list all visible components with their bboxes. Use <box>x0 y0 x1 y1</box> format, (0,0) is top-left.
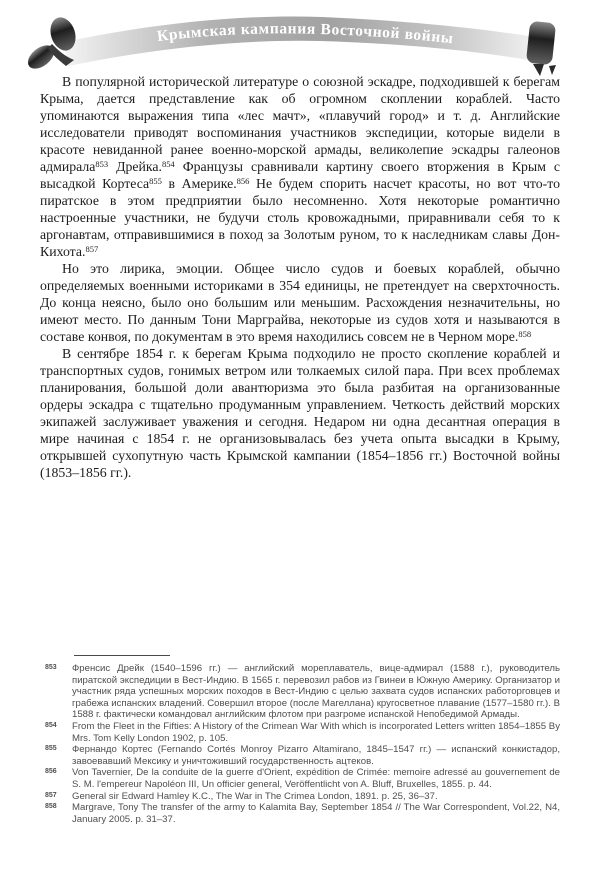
footnote-number: 857 <box>45 791 57 799</box>
footnote-number: 856 <box>45 768 57 776</box>
paragraph: Но это лирика, эмоции. Общее число судов и боевых кораблей, обычно определяемых военными историками в 354 единицы, не претендует на сверхточность. До конца неясно, было оно большим или меньшим. Расхождения незначительны, но имеют место. По данным Тони Марграйва, некоторые из судов хотя и называются в составе конвоя, по документам в это время находились совсем не в Черном море.$^{858}$ <box>40 261 560 344</box>
footnote-ref: 857 <box>85 244 99 254</box>
body-text <box>40 73 560 481</box>
footnote-number: 853 <box>45 664 57 671</box>
footnote <box>40 802 560 825</box>
footnote-number: 854 <box>45 721 57 729</box>
footnote-text: Margrave, Tony The transfer of the army to Kalamita Bay, September 1854 // The War Correspondent, Vol.22, N4, January 2005. p. 31–37. <box>72 802 560 825</box>
footnote <box>40 744 560 767</box>
footnote-ref: 853 <box>95 159 109 169</box>
footnote-text: Фернандо Кортес (Fernando Cortés Monroy Pizarro Altamirano, 1845–1547 гг.) — испанский конкистадор, завоевавший Мексику и уничтоживший государственность ацтеков. <box>72 744 560 767</box>
footnote-list <box>40 663 560 825</box>
paragraph: В популярной исторической литературе о союзной эскадре, подходившей к берегам Крыма, дается представление как об огромном скоплении кораблей. Часто упоминаются выражения типа «лес мачт», «плавучий город» и т. д. Английские исследователи приводят воспоминания участников экспедиции, которые видели в красоте невиданной ранее военно-морской армады, великолепие эскадры галеонов адмирала$^{853}$ Дрейка.$^{854}$ Французы сравнивали картину своего вторжения в Крым с высадкой Кортеса$^{855}$ в Америке.$^{856}$ Не будем спорить насчет красоты, но вот что-то пиратское в этом предприятии было несомненно. Хотя некоторые романтично настроенные участники, не будучи столь кровожадными, приравнивали себя то к аргонавтам, отправившимися в поход за Золотым руном, то к наследникам славы Дон-Кихота.$^{857}$ <box>40 74 560 259</box>
footnote-number: 855 <box>45 745 57 753</box>
footnote-ref: 855 <box>149 176 162 186</box>
footnote-text: Von Tavernier, De la conduite de la guerre d'Orient, expédition de Crimée: memoire adressé au gouvernement de S. M. l'empereur Napoléon III, Un officier general, Veröffentlicht von A. Bluff, Bruxelles, 1855. p. 44. <box>72 767 560 790</box>
footnote-text: Френсис Дрейк (1540–1596 гг.) — английский мореплаватель, вице-адмирал (1588 г.), руководитель пиратской экспедиции в Вест-Индию. В 1565 г. перевозил рабов из Гвинеи в Южную Америку. Организатор и участник ряда успешных морских походов в Вест-Индию с целью захвата судов испанских работорговцев и грабежа испанских владений. Совершил второе (после Магеллана) кругосветное плавание (1577–1580 гг.). В 1588 г. фактически командовал английским флотом при разгроме испанской Непобедимой Армады. <box>72 663 560 721</box>
footnote <box>40 791 560 803</box>
footnote <box>40 663 560 721</box>
footnote-separator <box>74 655 170 656</box>
footnote-text: General sir Edward Hamley K.C., The War in The Crimea London, 1891. p. 25, 36–37. <box>72 790 438 802</box>
banner-title: Крымская кампания Восточной войны <box>156 20 455 48</box>
paragraph: В сентябре 1854 г. к берегам Крыма подходило не просто скопление кораблей и транспортных судов, гонимых ветром или толкаемых силой пара. При всех проблемах планирования, большой доли авантюризма это была разбитая на организованные ордеры эскадра с тщательно продуманным управлением. Четкость действий морских экипажей заслуживает уважения и сегодня. Недаром ни одна десантная операция в мире начиная с 1854 г. не организовывалась без учета опыта высадки в Крыму, открывшей сухопутную часть Крымской кампании (1854–1856 гг.) Восточной войны (1853–1856 гг.). <box>40 346 560 480</box>
footnote-number: 858 <box>45 803 57 811</box>
footnotes-section <box>40 655 560 825</box>
footnote <box>40 767 560 790</box>
footnote-ref: 854 <box>162 159 175 169</box>
footnote <box>40 721 560 744</box>
footnote-ref: 856 <box>236 176 250 186</box>
footnote-text: From the Fleet in the Fifties: A History of the Crimean War With which is incorporated Letters written 1854–1855 By Mrs. Tom Kelly London 1902, p. 105. <box>72 720 560 744</box>
chapter-banner <box>0 4 600 76</box>
ribbon-right-roll-icon <box>526 21 556 76</box>
footnote-ref: 858 <box>518 329 532 339</box>
